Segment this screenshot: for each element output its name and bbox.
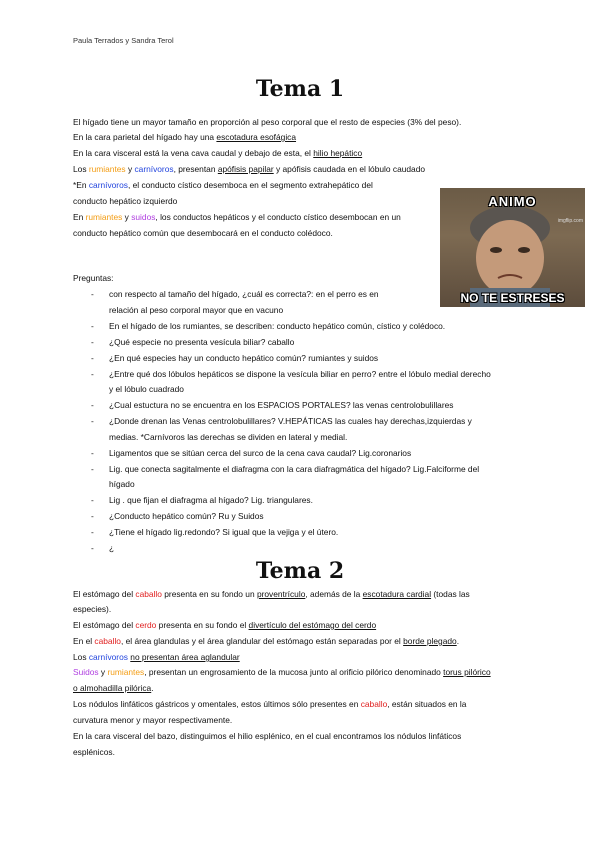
question-item: hígado: [109, 479, 135, 489]
tema2-line-4: En el caballo, el área glandulas y el área glandular del estómago están separadas por el borde plegado.: [73, 636, 460, 646]
tema1-line-2: En la cara parietal del hígado hay una escotadura esofágica: [73, 132, 297, 142]
list-dash: -: [91, 369, 94, 379]
tema2-line-11: esplénicos.: [73, 747, 115, 757]
question-item: ¿Donde drenan las Venas centrolobulillares? V.HEPÁTICAS las cuales hay derechas,izquierdas y: [109, 416, 472, 426]
question-item: En el hígado de los rumiantes, se describen: conducto hepático común, cístico y colédoco.: [109, 321, 446, 331]
question-item: Ligamentos que se sitúan cerca del surco de la cena cava caudal? Lig.coronarios: [109, 448, 412, 458]
question-item: ¿Tiene el hígado lig.redondo? Si igual que la vejiga y el útero.: [109, 527, 339, 537]
tema1-line-4: Los rumiantes y carnívoros, presentan apófisis papilar y apófisis caudada en el lóbulo caudado: [73, 164, 426, 174]
tema2-line-5: Los carnívoros no presentan área aglandular: [73, 652, 240, 662]
question-item: relación al peso corporal mayor que en vacuno: [109, 305, 284, 315]
tema2-line-3: El estómago del cerdo presenta en su fondo el divertículo del estómago del cerdo: [73, 620, 377, 630]
list-dash: -: [91, 289, 94, 299]
tema1-line-6: conducto hepático izquierdo: [73, 196, 178, 206]
question-item: y el lóbulo cuadrado: [109, 384, 184, 394]
list-dash: -: [91, 337, 94, 347]
question-item: Lig . que fijan el diafragma al hígado? Lig. triangulares.: [109, 495, 313, 505]
question-item: Lig. que conecta sagitalmente el diafragma con la cara diafragmática del hígado? Lig.Falciforme del: [109, 464, 480, 474]
list-dash: -: [91, 527, 94, 537]
question-item: ¿: [109, 543, 115, 553]
list-dash: -: [91, 511, 94, 521]
preguntas-label: Preguntas:: [73, 273, 114, 283]
question-item: ¿En qué especies hay un conducto hepático común? rumiantes y suidos: [109, 353, 379, 363]
tema2-line-7: o almohadilla pilórica.: [73, 683, 154, 693]
tema1-line-1: El hígado tiene un mayor tamaño en proporción al peso corporal que el resto de especies (3% del peso).: [73, 117, 462, 127]
question-item: con respecto al tamaño del hígado, ¿cuál es correcta?: en el perro es en: [109, 289, 379, 299]
tema1-line-5: *En carnívoros, el conducto cístico desemboca en el segmento extrahepático del: [73, 180, 373, 190]
meme-watermark: imgflip.com: [557, 218, 583, 224]
list-dash: -: [91, 448, 94, 458]
page-header: Paula Terrados y Sandra Terol: [73, 36, 174, 45]
tema1-line-3: En la cara visceral está la vena cava caudal y debajo de esta, el hilio hepático: [73, 148, 363, 158]
list-dash: -: [91, 353, 94, 363]
list-dash: -: [91, 464, 94, 474]
list-dash: -: [91, 495, 94, 505]
tema2-line-1: El estómago del caballo presenta en su fondo un proventrículo, además de la escotadura cardial (todas las: [73, 589, 470, 599]
question-item: medias. *Carnívoros las derechas se dividen en lateral y medial.: [109, 432, 348, 442]
list-dash: -: [91, 321, 94, 331]
tema1-line-8: conducto hepático común que desembocará en el conducto colédoco.: [73, 228, 333, 238]
meme-image: [440, 188, 585, 307]
tema2-line-2: especies).: [73, 604, 112, 614]
question-item: ¿Qué especie no presenta vesícula biliar? caballo: [109, 337, 295, 347]
meme-top-text: ANIMO: [488, 194, 537, 209]
list-dash: -: [91, 543, 94, 553]
tema1-title: Tema 1: [255, 76, 345, 102]
meme-bottom-text: NO TE ESTRESES: [460, 291, 565, 305]
tema2-title: Tema 2: [255, 558, 345, 584]
tema2-line-9: curvatura menor y mayor respectivamente.: [73, 715, 233, 725]
tema1-line-7: En rumiantes y suidos, los conductos hepáticos y el conducto cístico desembocan en un: [73, 212, 401, 222]
tema2-line-10: En la cara visceral del bazo, distinguimos el hilio esplénico, en el cual encontramos los nódulos linfáticos: [73, 731, 462, 741]
list-dash: -: [91, 400, 94, 410]
tema2-line-8: Los nódulos linfáticos gástricos y omentales, estos últimos sólo presentes en caballo, están situados en la: [73, 699, 467, 709]
question-item: ¿Cual estuctura no se encuentra en los ESPACIOS PORTALES? las venas centrolobulillares: [109, 400, 454, 410]
question-item: ¿Conducto hepático común? Ru y Suidos: [109, 511, 264, 521]
tema2-line-6: Suidos y rumiantes, presentan un engrosamiento de la mucosa junto al orificio pilórico denominado torus pilórico: [73, 667, 491, 677]
question-item: ¿Entre qué dos lóbulos hepáticos se dispone la vesícula biliar en perro? entre el lóbulo medial derecho: [109, 369, 491, 379]
list-dash: -: [91, 416, 94, 426]
